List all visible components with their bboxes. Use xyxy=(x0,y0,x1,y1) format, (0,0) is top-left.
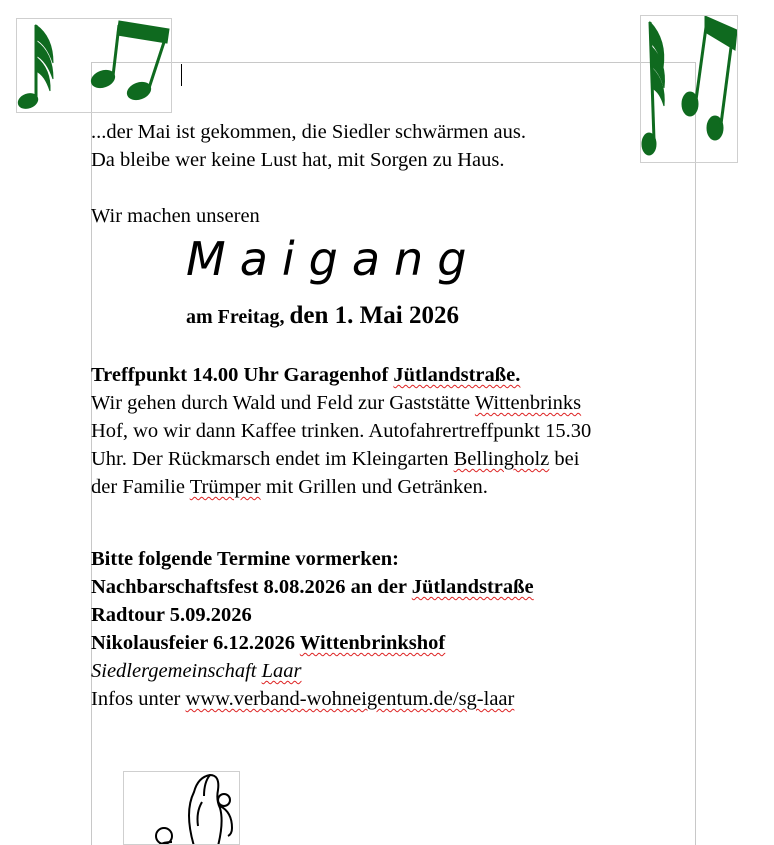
meeting-line-3-text: Uhr. Der Rückmarsch endet im Kleingarten xyxy=(91,448,449,470)
date-radtour: Radtour 5.09.2026 xyxy=(91,604,252,626)
music-notes-image-left[interactable] xyxy=(16,18,172,113)
date-nikolausfeier xyxy=(91,629,534,657)
infos-label: Infos unter xyxy=(91,688,181,710)
meeting-line-4 xyxy=(91,473,591,501)
family-illustration-image[interactable] xyxy=(123,771,240,845)
organization-name-place: Laar xyxy=(261,660,302,682)
music-notes-icon xyxy=(641,16,738,163)
event-date-main: den 1. Mai 2026 xyxy=(289,302,459,329)
meeting-line-3-place: Bellingholz xyxy=(453,448,550,470)
date-nikolausfeier-place: Wittenbrinkshof xyxy=(299,632,446,654)
family-drawing-icon xyxy=(124,772,240,845)
date-nachbarschaftsfest-text: Nachbarschaftsfest 8.08.2026 an der xyxy=(91,576,407,598)
intro-line-2: Da bleibe wer keine Lust hat, mit Sorgen zu Haus. xyxy=(91,149,505,171)
meeting-line-2: Hof, wo wir dann Kaffee trinken. Autofahrertreffpunkt 15.30 xyxy=(91,420,592,442)
organization-name-text: Siedlergemeinschaft xyxy=(91,660,257,682)
meeting-line-4-text: der Familie xyxy=(91,476,185,498)
date-nachbarschaftsfest-street: Jütlandstraße xyxy=(411,576,534,598)
meeting-line-3-end: bei xyxy=(554,448,580,470)
meeting-line-1 xyxy=(91,389,591,417)
date-nikolausfeier-text: Nikolausfeier 6.12.2026 xyxy=(91,632,296,654)
music-notes-icon xyxy=(17,19,172,113)
meeting-headline-street: Jütlandstraße. xyxy=(393,364,521,386)
infos-line xyxy=(91,685,514,713)
intro-text xyxy=(91,118,526,174)
event-title: Maigang xyxy=(186,232,481,286)
date-nachbarschaftsfest xyxy=(91,573,534,601)
meeting-paragraph xyxy=(91,361,591,501)
meeting-headline-text: Treffpunkt 14.00 Uhr Garagenhof xyxy=(91,364,389,386)
organization-name xyxy=(91,657,514,685)
music-notes-image-right[interactable] xyxy=(640,15,738,163)
dates-section xyxy=(91,545,534,657)
event-date xyxy=(186,301,459,332)
intro-line-1: ...der Mai ist gekommen, die Siedler schwärmen aus. xyxy=(91,121,526,143)
page-frame-right xyxy=(695,62,696,845)
meeting-line-3 xyxy=(91,445,591,473)
text-cursor xyxy=(181,64,182,86)
dates-heading: Bitte folgende Termine vormerken: xyxy=(91,548,400,570)
event-date-prefix: am Freitag, xyxy=(186,306,285,328)
invite-text: Wir machen unseren xyxy=(91,205,260,227)
meeting-line-4-name: Trümper xyxy=(189,476,261,498)
meeting-line-1-place: Wittenbrinks xyxy=(474,392,582,414)
infos-url[interactable]: www.verband-wohneigentum.de/sg-laar xyxy=(185,688,515,710)
page-frame-top xyxy=(91,62,696,63)
meeting-line-1-text: Wir gehen durch Wald und Feld zur Gaststätte xyxy=(91,392,471,414)
meeting-headline xyxy=(91,361,591,389)
meeting-line-4-end: mit Grillen und Getränken. xyxy=(265,476,488,498)
signature-section xyxy=(91,657,514,713)
